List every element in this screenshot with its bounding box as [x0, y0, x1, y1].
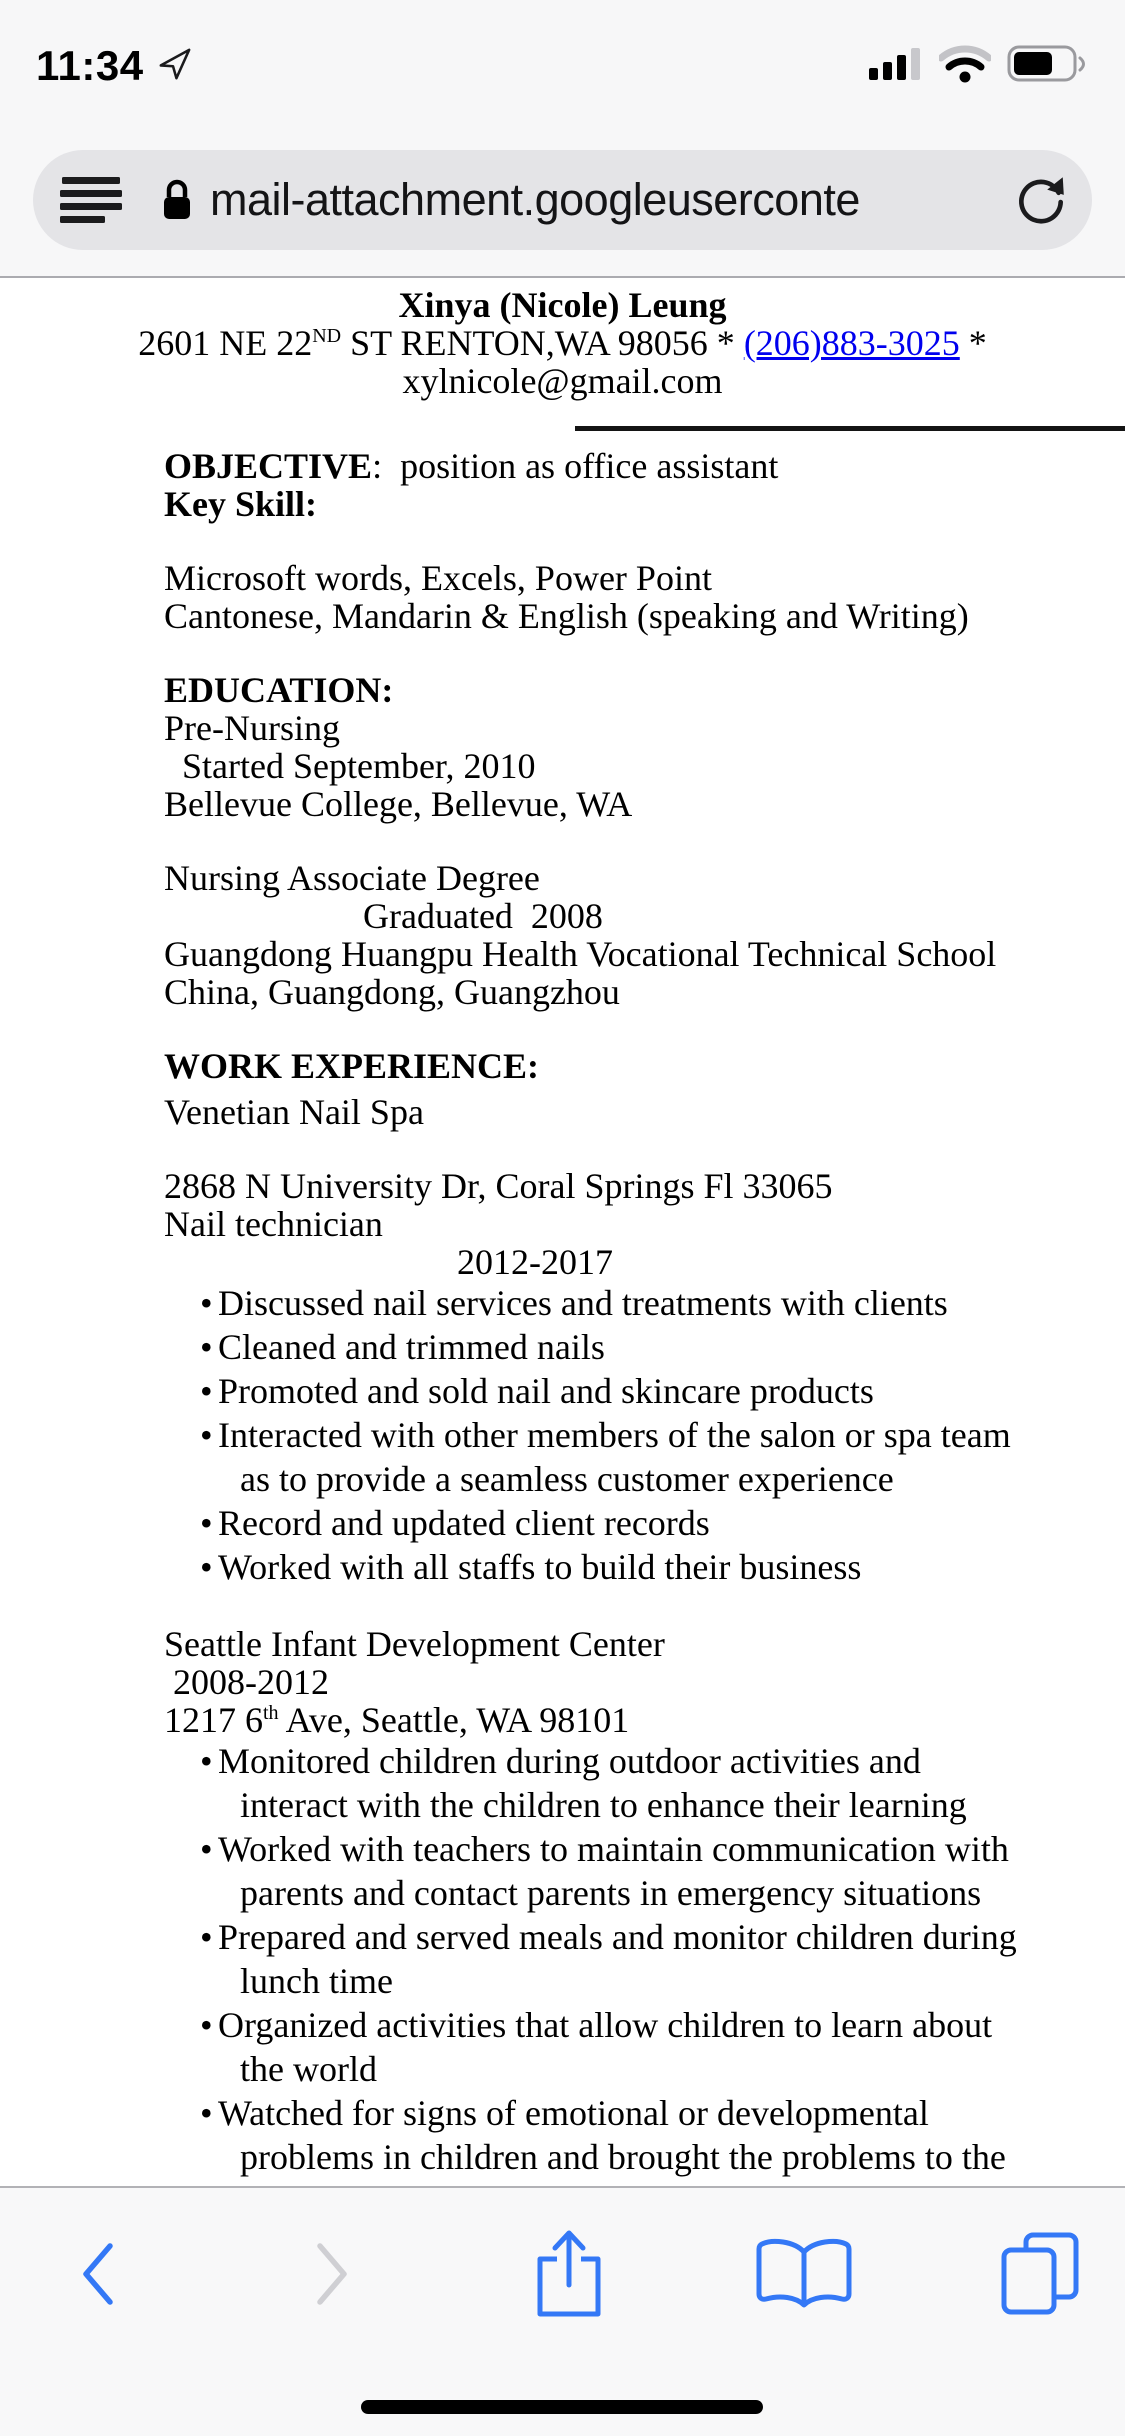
- header-rule: [575, 426, 1125, 431]
- reload-icon[interactable]: [1012, 171, 1070, 229]
- objective-line: [0, 447, 1125, 485]
- address-street: 2601 NE 22: [138, 323, 313, 363]
- bullet-dot: •: [200, 2093, 213, 2133]
- address-rest: ST RENTON,WA 98056 *: [341, 323, 744, 363]
- bullet-dot: •: [200, 2005, 213, 2045]
- job-address-pre: 1217 6: [164, 1700, 263, 1740]
- bullet-item: [0, 2091, 1125, 2179]
- back-chevron-icon: [79, 2242, 115, 2306]
- bullet-text-continuation: lunch time: [240, 1961, 393, 2001]
- job-dates: 2008-2012: [164, 1662, 329, 1702]
- safari-toolbar: [0, 2186, 1125, 2436]
- job-address-sup: th: [263, 1702, 279, 1724]
- bullet-text-continuation: interact with the children to enhance their learning: [240, 1785, 967, 1825]
- bullet-dot: •: [200, 1917, 213, 1957]
- bullet-dot: •: [200, 1547, 213, 1587]
- resume-document: [0, 278, 1125, 2179]
- wifi-icon: [939, 45, 991, 88]
- bullet-text: Promoted and sold nail and skincare products: [218, 1371, 874, 1411]
- bullet-text: Prepared and served meals and monitor children during: [218, 1917, 1017, 1957]
- job-address: [0, 1701, 1125, 1739]
- address-tail: *: [959, 323, 987, 363]
- bullet-dot: •: [200, 1283, 213, 1323]
- bullet-item: [0, 1915, 1125, 2003]
- objective-label: OBJECTIVE: [164, 446, 373, 486]
- url-field[interactable]: [210, 150, 1002, 250]
- education-graduated: Graduated 2008: [363, 896, 603, 936]
- bullet-text: Monitored children during outdoor activities and: [218, 1741, 921, 1781]
- bullet-text-continuation: parents and contact parents in emergency situations: [240, 1873, 982, 1913]
- url-text: mail-attachment.googleuserconte: [210, 174, 860, 225]
- phone-link[interactable]: (206)883-3025: [743, 323, 960, 363]
- skill-line: Cantonese, Mandarin & English (speaking and Writing): [164, 596, 969, 636]
- bullet-text-continuation: problems in children and brought the problems to the: [240, 2137, 1006, 2177]
- share-icon: [532, 2228, 606, 2320]
- key-skill-label: Key Skill:: [164, 484, 318, 524]
- bullet-item: [0, 1369, 1125, 1413]
- cellular-signal-icon: [869, 46, 923, 87]
- education-label: EDUCATION:: [164, 670, 394, 710]
- education-line: Bellevue College, Bellevue, WA: [164, 784, 633, 824]
- status-bar: [0, 38, 1125, 94]
- url-fade-overlay: [932, 150, 1002, 250]
- bullet-item: [0, 1739, 1125, 1827]
- resume-name: Xinya (Nicole) Leung: [398, 285, 727, 325]
- skill-line: Microsoft words, Excels, Power Point: [164, 558, 712, 598]
- tabs-button[interactable]: [985, 2224, 1095, 2324]
- forward-button[interactable]: [278, 2224, 388, 2324]
- job-dates: 2012-2017: [457, 1242, 613, 1282]
- browser-header: [0, 0, 1125, 278]
- work-experience-label: WORK EXPERIENCE:: [164, 1046, 540, 1086]
- address-bar-row: [33, 150, 1092, 250]
- resume-email: xylnicole@gmail.com: [402, 361, 723, 401]
- bookmarks-book-icon: [752, 2236, 856, 2312]
- bullet-item: [0, 2003, 1125, 2091]
- bullet-dot: •: [200, 1503, 213, 1543]
- resume-address-line: [0, 324, 1125, 362]
- bullet-item: [0, 1501, 1125, 1545]
- bullet-text: Discussed nail services and treatments with clients: [218, 1283, 948, 1323]
- job-bullet-list: [0, 1739, 1125, 2179]
- share-button[interactable]: [514, 2224, 624, 2324]
- bullet-dot: •: [200, 1829, 213, 1869]
- bullet-text: Cleaned and trimmed nails: [218, 1327, 605, 1367]
- bullet-text: Worked with teachers to maintain communication with: [218, 1829, 1009, 1869]
- job-address: 2868 N University Dr, Coral Springs Fl 33065: [164, 1166, 833, 1206]
- objective-text: : position as office assistant: [372, 446, 779, 486]
- bullet-item: [0, 1325, 1125, 1369]
- education-location: China, Guangdong, Guangzhou: [164, 972, 620, 1012]
- back-button[interactable]: [42, 2224, 152, 2324]
- education-line: Pre-Nursing: [164, 708, 340, 748]
- lock-icon: [160, 178, 194, 223]
- bullet-dot: •: [200, 1327, 213, 1367]
- bookmarks-button[interactable]: [749, 2224, 859, 2324]
- bullet-dot: •: [200, 1741, 213, 1781]
- education-school: Guangdong Huangpu Health Vocational Technical School: [164, 934, 997, 974]
- home-indicator[interactable]: [361, 2400, 763, 2414]
- job-company: Venetian Nail Spa: [164, 1092, 424, 1132]
- education-degree: Nursing Associate Degree: [164, 858, 540, 898]
- bullet-item: [0, 1545, 1125, 1589]
- bullet-item: [0, 1827, 1125, 1915]
- job-address-post: Ave, Seattle, WA 98101: [278, 1700, 630, 1740]
- bullet-text-continuation: the world: [240, 2049, 377, 2089]
- forward-chevron-icon: [315, 2242, 351, 2306]
- bullet-item: [0, 1281, 1125, 1325]
- job-bullet-list: [0, 1281, 1125, 1589]
- bullet-text: Worked with all staffs to build their business: [218, 1547, 862, 1587]
- bullet-item: [0, 1413, 1125, 1501]
- address-bar[interactable]: [33, 150, 1092, 250]
- job-title: Nail technician: [164, 1204, 383, 1244]
- bullet-dot: •: [200, 1415, 213, 1455]
- tabs-icon: [1000, 2231, 1080, 2317]
- bullet-text: Interacted with other members of the salon or spa team: [218, 1415, 1011, 1455]
- location-arrow-icon: [158, 47, 192, 86]
- bullet-text: Watched for signs of emotional or developmental: [218, 2093, 929, 2133]
- job-company: Seattle Infant Development Center: [164, 1624, 665, 1664]
- bullet-text-continuation: as to provide a seamless customer experience: [240, 1459, 894, 1499]
- bullet-text: Record and updated client records: [218, 1503, 710, 1543]
- bullet-text: Organized activities that allow children to learn about: [218, 2005, 993, 2045]
- bullet-dot: •: [200, 1371, 213, 1411]
- clock-time: 11:34: [36, 42, 144, 89]
- web-page-viewport[interactable]: [0, 278, 1125, 2186]
- reader-mode-icon[interactable]: [58, 177, 124, 224]
- battery-icon: [1007, 45, 1089, 88]
- address-ordinal-sup: ND: [312, 325, 342, 347]
- education-line: Started September, 2010: [164, 746, 536, 786]
